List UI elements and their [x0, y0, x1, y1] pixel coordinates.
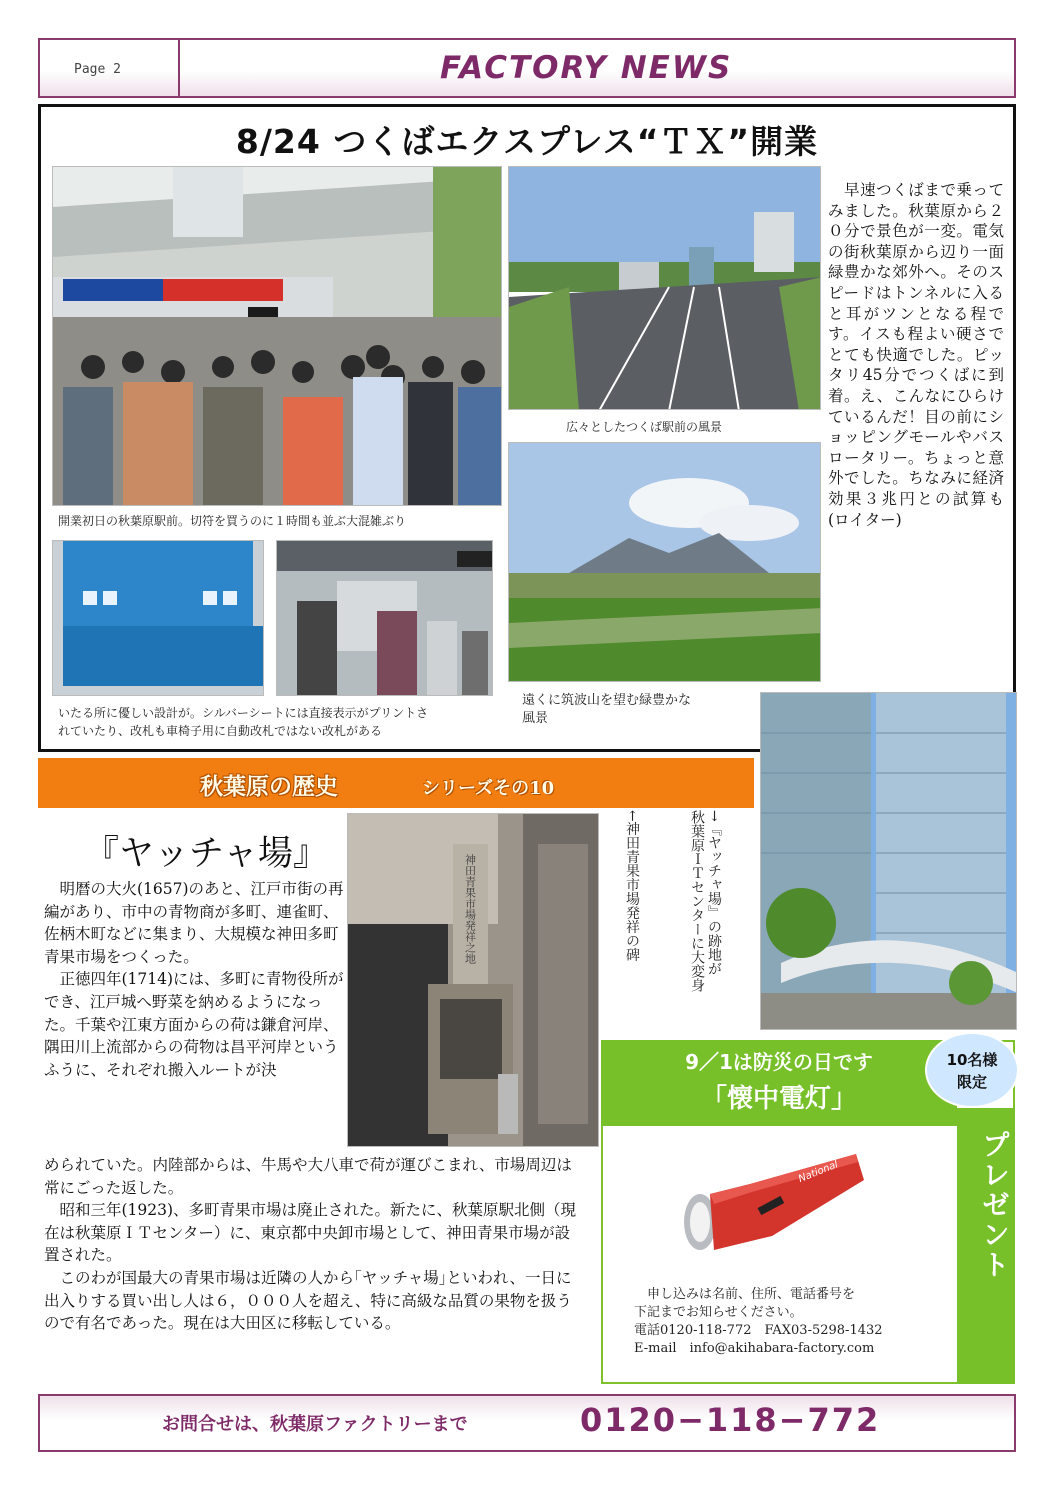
page-number: Page 2: [74, 62, 121, 77]
history-para-2: 正徳四年(1714)には、多町に青物役所ができ、江戸城へ野菜を納めるようになった。千葉や江東方面からの荷は鎌倉河岸、隅田川上流部からの荷物は昌平河岸というふうに、それぞれ搬入ルートが決: [44, 970, 344, 1079]
badge-count: 10名様: [946, 1051, 998, 1069]
photo-akihabara-station-crowd: [52, 166, 502, 506]
history-para-3: められていた。内陸部からは、牛馬や大八車で荷が運びこまれ、市場周辺は常にごった返した。: [44, 1156, 572, 1197]
history-title: 秋葉原の歴史: [200, 773, 338, 800]
photo-tsukuba-station-plaza: [508, 166, 821, 410]
caption-tsukuba-plaza: 広々としたつくば駅前の風景: [566, 420, 723, 434]
present-line2: 「懐中電灯」: [700, 1084, 857, 1114]
caption-seats-line2: れていたり、改札も車椅子用に自動改札ではない改札がある: [58, 724, 383, 738]
caption-mountain-line1: 遠くに筑波山を望む緑豊かな: [522, 693, 692, 708]
apply-line1: 申し込みは名前、住所、電話番号を: [634, 1287, 856, 1302]
history-para-1: 明暦の大火(1657)のあと、江戸市街の再編があり、市中の青物商が多町、連雀町、佐柄木町などに集まり、大規模な神田多町青果市場をつくった。: [44, 880, 344, 966]
history-para-5: このわが国最大の青果市場は近隣の人から｢ヤッチャ場｣といわれ、一日に出入りする買い出し人は６，０００人を超え、特に高級な品質の果物を扱うので有名であった。現在は大田区に移転している。: [44, 1268, 572, 1333]
monument-inscription: 神田青果市場発祥之地: [463, 854, 477, 964]
present-apply-info: [634, 1286, 883, 1358]
tx-section-title: 8/24 つくばエクスプレス“ＴＸ”開業: [235, 122, 819, 161]
present-line1: 9／1は防災の日です: [685, 1050, 873, 1074]
flashlight-image: [680, 1150, 866, 1260]
photo-silver-seats: [52, 540, 264, 696]
photo-tsukuba-mountain-field: [508, 442, 821, 682]
history-heading: 『ヤッチャ場』: [84, 834, 328, 874]
apply-line2: 下記までお知らせください。: [634, 1305, 803, 1320]
caption-akihabara-station: 開業初日の秋葉原駅前。切符を買うのに１時間も並ぶ大混雑ぶり: [58, 514, 407, 528]
caption-it-center-2: 秋葉原ＩＴセンターに大変身: [689, 810, 705, 992]
header-divider: [178, 38, 180, 98]
history-header-bar: [38, 758, 754, 808]
caption-mountain-line2: 風景: [522, 711, 549, 726]
tx-article-body: 早速つくばまで乗ってみました。秋葉原から２０分で景色が一変。電気の街秋葉原から辺り一面緑豊かな郊外へ。そのスピードはトンネルに入ると耳がツンとなる程です。イスも程よい硬さでとても快適でした。ピッタリ45分でつくばに到着。え、こんなにひらけているんだ！目の前にショッピングモールやバスロータリー。ちょっと意外でした。ちなみに経済効果３兆円との試算も(ロイター): [828, 181, 1004, 529]
footer-phone: 0120−118−772: [580, 1401, 881, 1439]
present-label: プレゼント: [978, 1130, 1011, 1280]
caption-mountain-field: [522, 692, 691, 728]
caption-seats-line1: いたる所に優しい設計が。シルバーシートには直接表示がプリントさ: [58, 706, 429, 720]
photo-ticket-gates: [276, 540, 493, 696]
caption-it-center-1: →『ヤッチャ場』の跡地が: [706, 810, 722, 976]
apply-phone: 電話0120-118-772 FAX03-5298-1432: [634, 1323, 883, 1338]
history-para-4: 昭和三年(1923)、多町青果市場は廃止された。新たに、秋葉原駅北側（現在は秋葉原ＩＴセンター）に、東京都中央卸市場として、神田青果市場が設置された。: [44, 1201, 577, 1265]
caption-seats-gates: [58, 704, 428, 740]
history-text-bottom: [44, 1154, 584, 1335]
limited-badge: [925, 1032, 1019, 1108]
badge-limited: 限定: [956, 1073, 987, 1091]
history-series: シリーズその10: [422, 778, 555, 799]
newsletter-brand: FACTORY NEWS: [440, 50, 733, 86]
footer-contact: お問合せは、秋葉原ファクトリーまで: [162, 1414, 468, 1435]
photo-monument: [347, 813, 599, 1147]
history-text-top: [44, 878, 346, 1081]
caption-monument-origin: ←神田青果市場発祥の碑: [624, 810, 640, 962]
flashlight-brand: National: [797, 1159, 840, 1186]
apply-email: E-mail info@akihabara-factory.com: [634, 1341, 875, 1356]
photo-akihabara-it-center: [760, 692, 1017, 1030]
